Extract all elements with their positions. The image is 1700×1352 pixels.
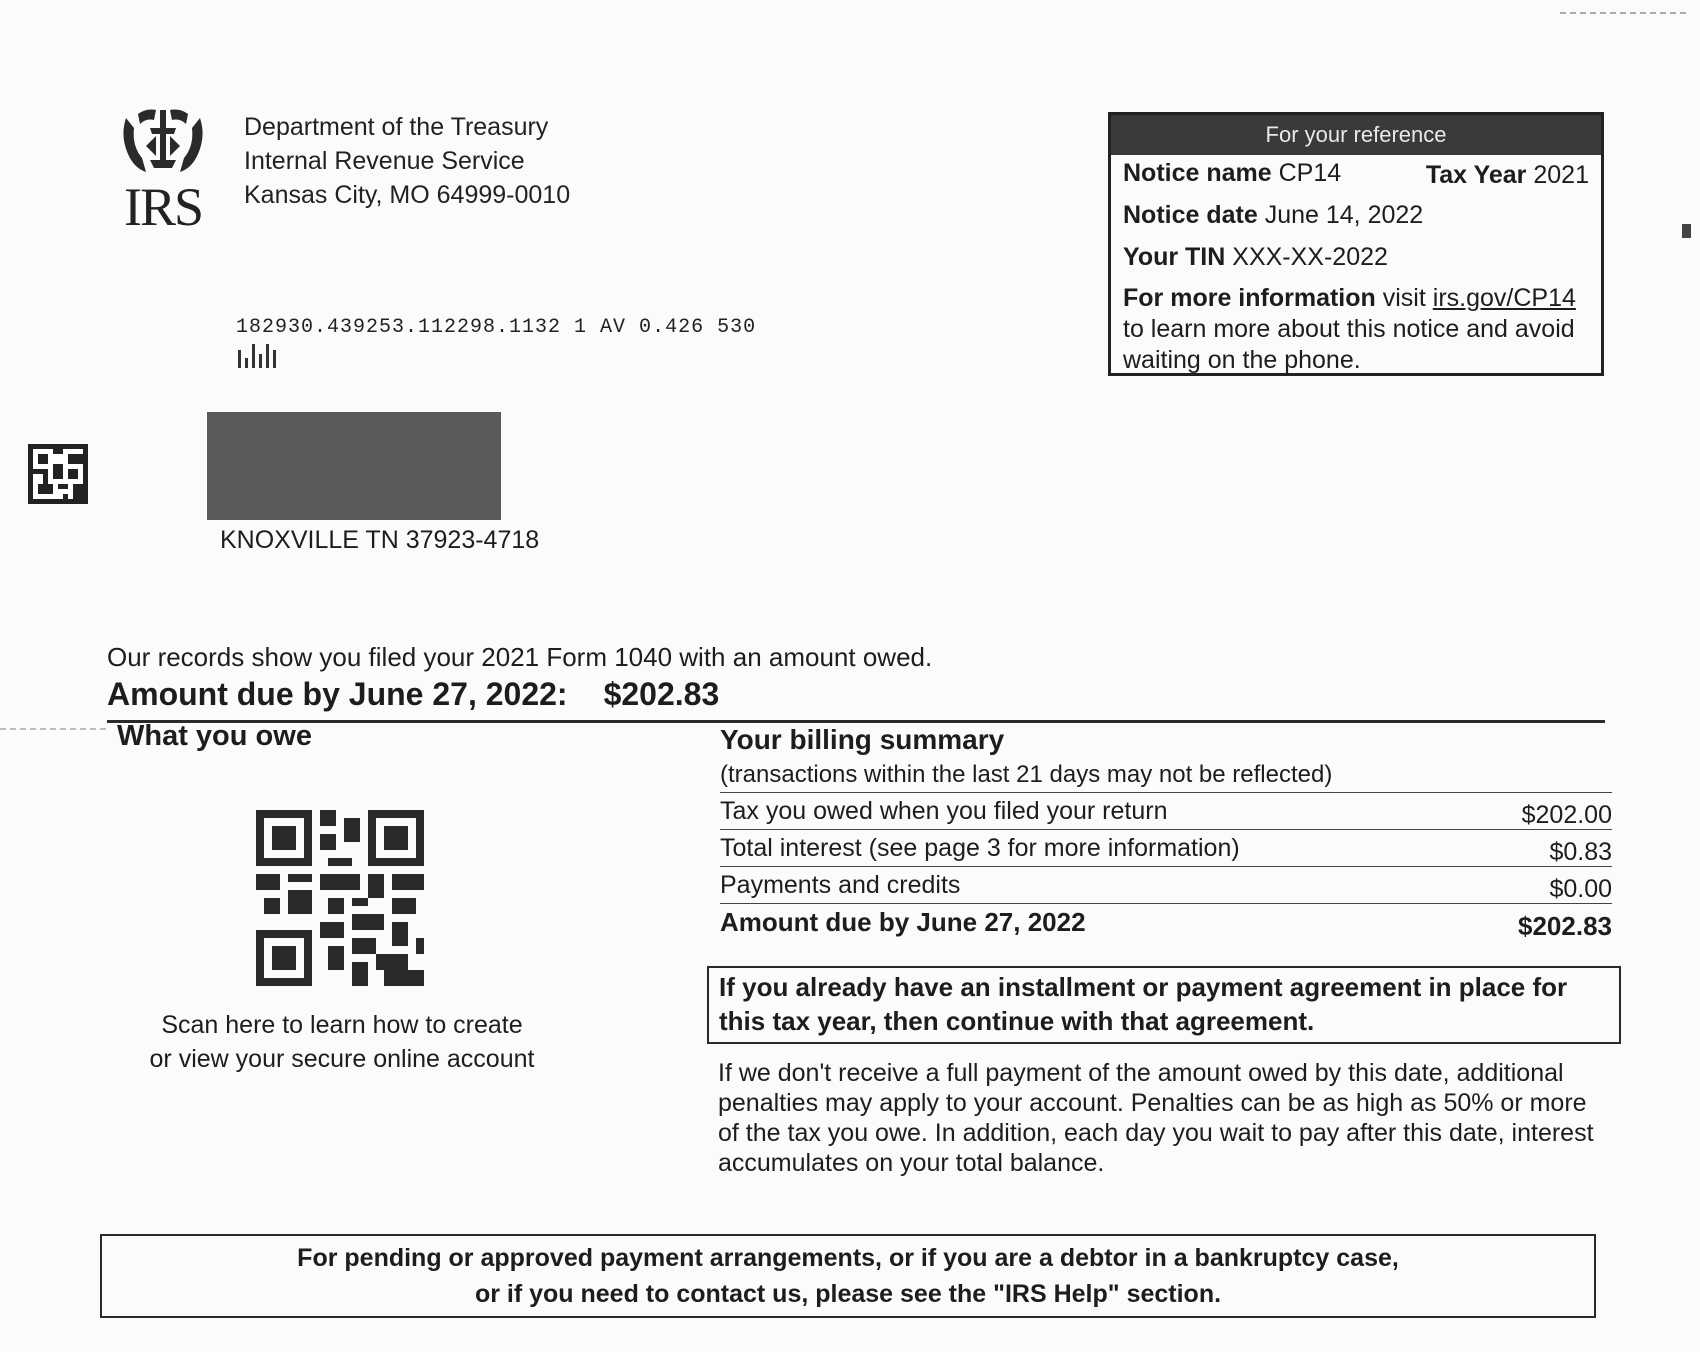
what-you-owe-title: What you owe	[117, 720, 312, 752]
billing-row-label: Tax you owed when you filed your return	[720, 797, 1168, 825]
billing-total-label: Amount due by June 27, 2022	[720, 907, 1086, 937]
notice-name-label: Notice name	[1123, 159, 1272, 187]
mail-code-line: 182930.439253.112298.1132 1 AV 0.426 530	[236, 316, 757, 339]
billing-row-value: $202.00	[1521, 801, 1612, 829]
qr-caption	[130, 1008, 554, 1076]
billing-total-value: $202.83	[1518, 911, 1612, 941]
redacted-address	[207, 412, 501, 520]
logo-text: IRS	[123, 177, 203, 237]
irs-cp14-link[interactable]: irs.gov/CP14	[1432, 284, 1576, 312]
postal-barcode-icon	[238, 344, 280, 368]
records-intro: Our records show you filed your 2021 Form 1040 with an amount owed.	[107, 642, 933, 672]
irs-help-box	[100, 1234, 1596, 1318]
eagle-emblem-icon	[116, 106, 210, 178]
amount-due-label: Amount due by June 27, 2022:	[107, 676, 568, 712]
tin	[1123, 243, 1388, 272]
penalty-paragraph: If we don't receive a full payment of the amount owed by this date, additional penalties may apply to your account. Penalties can be as high as 50% or more of the tax you owe. In addition, each day you wait to pay after this date, interest accumulates on your total balance.	[718, 1059, 1594, 1177]
top-marks	[1560, 12, 1686, 17]
billing-total-row	[720, 903, 1612, 940]
billing-row	[720, 792, 1612, 829]
help-line: For pending or approved payment arrangements, or if you are a debtor in a bankruptcy case,	[297, 1244, 1399, 1272]
notice-date-value: June 14, 2022	[1264, 201, 1424, 229]
notice-name-value: CP14	[1278, 159, 1342, 187]
agency-line: Department of the Treasury	[244, 113, 549, 141]
agency-address	[244, 110, 570, 212]
notice-name	[1123, 159, 1341, 188]
tin-label: Your TIN	[1123, 243, 1226, 271]
tin-value: XXX-XX-2022	[1232, 243, 1388, 271]
help-line: or if you need to contact us, please see the "IRS Help" section.	[474, 1280, 1222, 1308]
agency-line: Kansas City, MO 64999-0010	[244, 181, 571, 209]
agency-line: Internal Revenue Service	[244, 147, 525, 175]
reference-box	[1108, 112, 1604, 376]
fold-mark	[0, 728, 106, 730]
more-info-prefix: visit	[1382, 284, 1426, 312]
tax-year	[1426, 161, 1589, 190]
billing-row	[720, 829, 1612, 866]
qr-caption-line: Scan here to learn how to create	[161, 1011, 523, 1039]
billing-row-value: $0.83	[1549, 838, 1612, 866]
more-info-label: For more information	[1123, 284, 1376, 312]
billing-row	[720, 866, 1612, 903]
irs-logo	[116, 106, 210, 236]
notice-date-label: Notice date	[1123, 201, 1258, 229]
billing-row-label: Payments and credits	[720, 871, 961, 899]
recipient-city: KNOXVILLE TN 37923-4718	[220, 526, 540, 554]
qr-caption-line: or view your secure online account	[149, 1045, 535, 1073]
billing-summary-title: Your billing summary	[720, 724, 1005, 755]
edge-mark	[1682, 224, 1691, 238]
billing-summary	[720, 722, 1612, 940]
agreement-notice: If you already have an installment or payment agreement in place for this tax year, then continue with that agreement.	[707, 966, 1621, 1044]
more-info	[1123, 283, 1593, 376]
notice-date	[1123, 201, 1423, 230]
billing-row-value: $0.00	[1549, 875, 1612, 903]
amount-due-heading	[107, 676, 719, 713]
tax-year-value: 2021	[1533, 161, 1589, 189]
tax-year-label: Tax Year	[1425, 161, 1527, 189]
more-info-rest: to learn more about this notice and avoid waiting on the phone.	[1123, 315, 1575, 374]
billing-summary-subtitle: (transactions within the last 21 days may not be reflected)	[720, 761, 1333, 788]
amount-due-value: $202.83	[603, 676, 720, 712]
qr-code-icon[interactable]	[256, 810, 424, 986]
billing-row-label: Total interest (see page 3 for more information)	[720, 834, 1240, 862]
reference-header: For your reference	[1111, 115, 1601, 155]
data-matrix-icon	[28, 444, 88, 504]
